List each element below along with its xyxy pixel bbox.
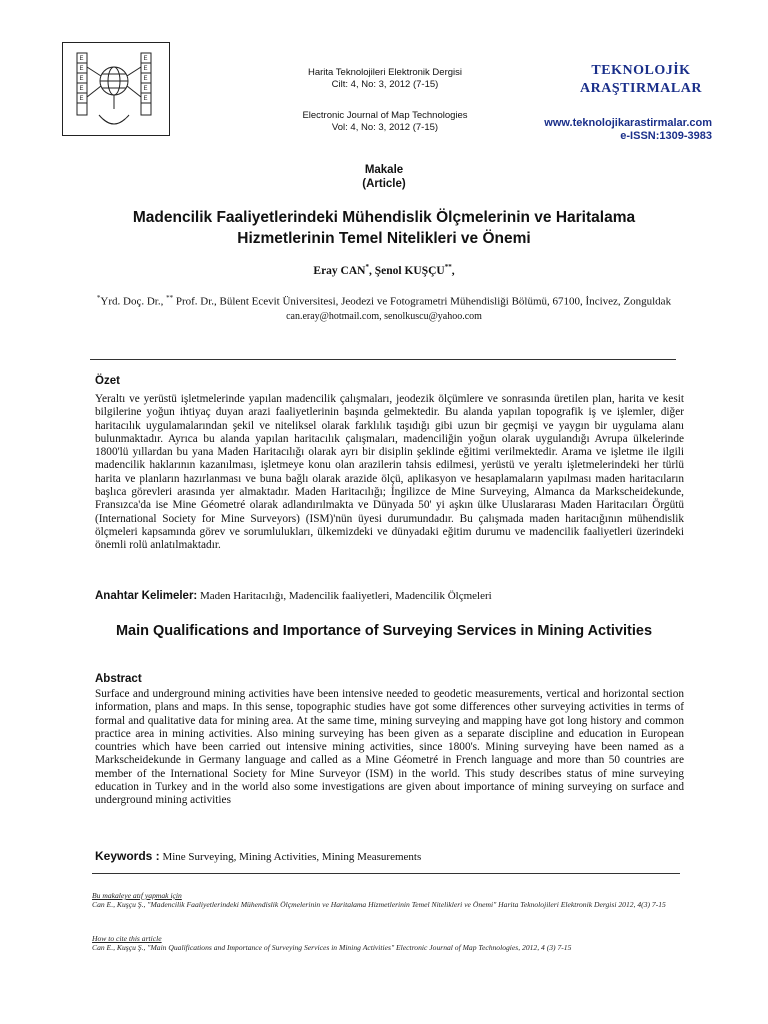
- svg-text:E: E: [79, 86, 84, 92]
- svg-text:E: E: [143, 76, 148, 82]
- journal-name-en: Electronic Journal of Map Technologies: [302, 110, 468, 121]
- brand-line-1: TEKNOLOJİK: [591, 63, 691, 78]
- keywords-tr-text: Maden Haritacılığı, Madencilik faaliyetleri, Madencilik Ölçmeleri: [197, 590, 492, 602]
- svg-text:E: E: [79, 56, 84, 62]
- keywords-tr-label: Anahtar Kelimeler:: [95, 590, 198, 602]
- title-turkish: Madencilik Faaliyetlerindeki Mühendislik Ölçmelerinin ve Haritalama Hizmetlerinin Temel Nitelikleri ve Önemi: [132, 209, 636, 247]
- cite-en-label: How to cite this article: [92, 934, 162, 943]
- author-emails[interactable]: can.eray@hotmail.com, senolkuscu@yahoo.com: [286, 311, 482, 323]
- brand-line-2: ARAŞTIRMALAR: [580, 81, 702, 96]
- svg-text:E: E: [79, 66, 84, 72]
- affiliation-title-1: Yrd. Doç. Dr.,: [100, 295, 167, 308]
- website-link[interactable]: www.teknolojikarastirmalar.com: [544, 117, 712, 129]
- abstract-heading: Abstract: [95, 673, 142, 685]
- svg-text:E: E: [143, 56, 148, 62]
- affiliation-mark-1: *: [96, 294, 101, 302]
- svg-text:E: E: [143, 86, 148, 92]
- journal-logo: [62, 42, 170, 136]
- journal-name-tr: Harita Teknolojileri Elektronik Dergisi: [308, 67, 462, 78]
- issn-label: e-ISSN:1309-3983: [620, 130, 712, 142]
- authors: [60, 263, 708, 277]
- cite-en-text: Can E., Kuşçu Ş., "Main Qualifications and Importance of Surveying Services in Mining Activities" Electronic Journal of Map Technologies, 2012, 4 (3) 7-15: [92, 943, 572, 953]
- journal-header-tr: [250, 67, 520, 91]
- citation-turkish: [92, 891, 692, 910]
- footer-divider: [92, 873, 680, 874]
- author-end: ,: [451, 264, 455, 277]
- affiliation-institution: Prof. Dr., Bülent Ecevit Üniversitesi, Jeodezi ve Fotogrametri Mühendisliği Bölümü, 67100, İncivez, Zonguldak: [173, 295, 672, 308]
- author-1: Eray CAN: [313, 264, 366, 277]
- publisher-info: [508, 117, 712, 143]
- affiliation: [90, 292, 678, 324]
- keywords-en-label: Keywords :: [95, 849, 160, 863]
- keywords-en-text: Mine Surveying, Mining Activities, Mining Measurements: [159, 851, 422, 863]
- cite-tr-text: Can E., Kuşçu Ş., "Madencilik Faaliyetlerindeki Mühendislik Ölçmelerinin ve Haritalama Hizmetlerinin Temel Nitelikleri ve Önemi" Harita Teknolojileri Elektronik Dergisi 2012, 4(3) 7-15: [92, 900, 666, 910]
- svg-text:E: E: [79, 76, 84, 82]
- svg-text:E: E: [79, 96, 84, 102]
- author-2: Şenol KUŞÇU: [374, 264, 445, 277]
- title-english: Main Qualifications and Importance of Surveying Services in Mining Activities: [115, 623, 653, 639]
- svg-text:E: E: [143, 66, 148, 72]
- ozet-heading: Özet: [95, 375, 120, 387]
- globe-satellite-icon: [63, 43, 169, 135]
- author-1-mark: *: [365, 263, 369, 271]
- journal-issue-tr: Cilt: 4, No: 3, 2012 (7-15): [331, 79, 439, 90]
- affiliation-text: [90, 292, 678, 309]
- article-type-en: (Article): [362, 178, 406, 190]
- keywords-english: [95, 849, 421, 863]
- ozet-text: Yeraltı ve yerüstü işletmelerinde yapılan madencilik çalışmaları, jeodezik ölçümlere ve sonrasında üretilen plan, harita ve kesit bilgilerine yoğun ihtiyaç duyan arazi faaliyetlerinin başında gelmektedir. Bu alanda yapılan topografik iş ve işlemler, diğer haritacılık uygulamalarından şekil ve niteliksel olarak farklılık taşıdığı gibi uzun bir geçmişi ve yaygın bir uygulama alanı bulunmaktadır. Ayrıca bu alanda yapılan haritacılık çalışmaları, madenciliğin yoğun olarak uygulandığı Avrupa ülkelerinde 1800'lü yıllardan bu yana Maden Haritacılığı olarak ayrı bir disiplin şeklinde eğitimi verilmektedir. Arama ve işletme ile ilgili madencilik haklarının kazanılması, işletmeye konu olan arazilerin tahsis edilmesi, yerüstü ve yeraltı işletmelerindeki her türlü harita ve planların hazırlanması ve buna bağlı olarak arazide ölçü, aplikasyon ve hesaplamaların yapılması maden haritacıların başlıca görevleri arasında yer almaktadır. Maden Haritacılığı; İngilizce de Mine Surveying, Almanca da Markscheidekunde, Fransızca'da ise Mine Géometré olarak adlandırılmakta ve Dünyada 50' yi aşkın ülke Uluslararası Maden Haritacıları Örgütü (International Society for Mine Surveyors) (ISM)'nün üyesi durumundadır. Bu çalışmada maden haritacığının mühendislik ölçmeleri kapsamında görev ve sorumlulukları, ülkemizdeki ve dünyadaki eğitim durumu ve madencilik faaliyetleri üzerindeki önemli rolü anlatılmaktadır.: [95, 393, 684, 552]
- article-type: [60, 163, 708, 191]
- author-2-mark: **: [444, 263, 452, 271]
- journal-issue-en: Vol: 4, No: 3, 2012 (7-15): [331, 122, 439, 133]
- article-type-tr: Makale: [364, 164, 404, 176]
- author-separator: ,: [368, 264, 375, 277]
- cite-tr-label: Bu makaleye atıf yapmak için: [92, 891, 182, 900]
- svg-text:E: E: [143, 96, 148, 102]
- keywords-turkish: [95, 590, 492, 602]
- publisher-brand: [570, 62, 712, 98]
- affiliation-mark-2: **: [166, 294, 174, 302]
- journal-header-en: [250, 110, 520, 134]
- abstract-text: Surface and underground mining activities have been intensive needed to geodetic measurements, vertical and horizontal section information, plans and maps. In this sense, topographic studies have got some differences other surveying activities in terms of formal and qualitative data for mining area. At the same time, mining surveying and mapping have got long history and common practice area in mining activities. Also mining surveying has been given as a separate discipline and education in European countries which have been carried out intensive mining activities, since 1800's. Mining surveying have been named as a Markscheidekunde in Germany language and called as a Mine Géometré in French language and more than 50 countries are member of the International Society for Mine Surveyor (ISM) in the world. This study describes status of mine surveying education in Turkey and in the world also some investigations are given about importance of mining surveying on surface and underground mining activities: [95, 688, 684, 807]
- citation-english: [92, 934, 692, 953]
- header-divider: [90, 359, 676, 360]
